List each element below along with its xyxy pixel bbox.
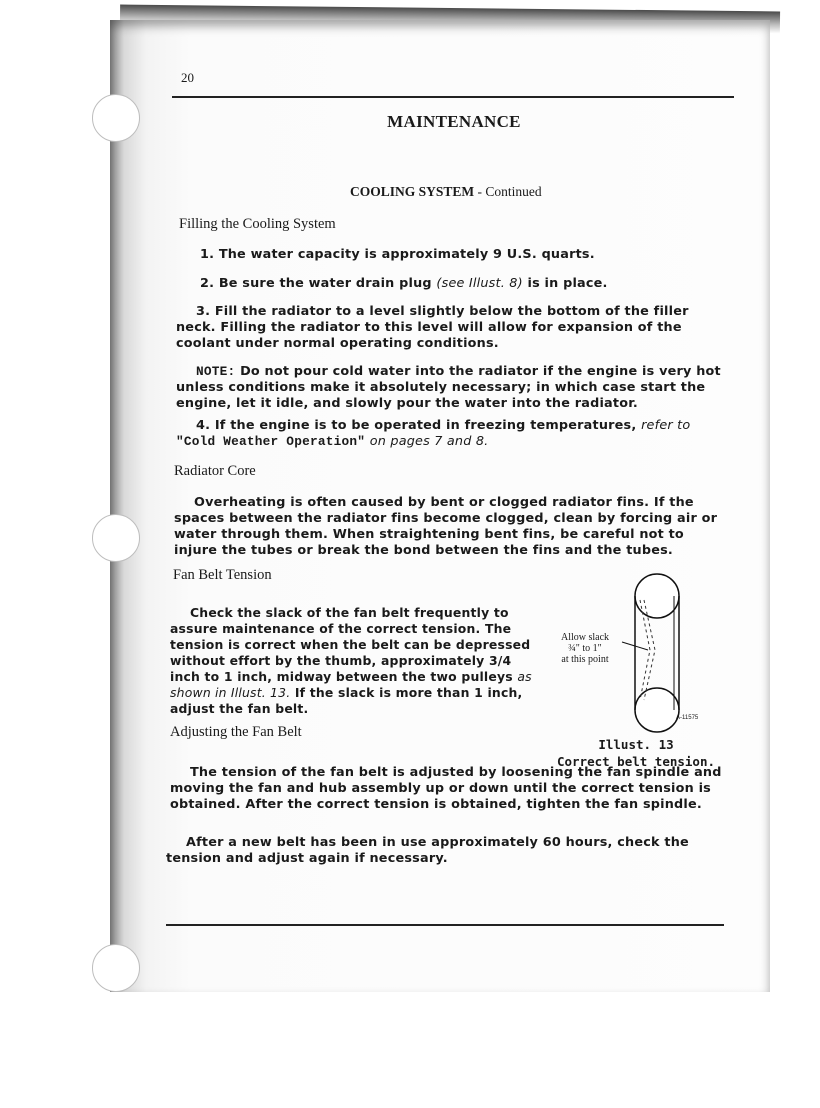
filling-note [176, 364, 728, 412]
section-subtitle-suffix: - Continued [477, 184, 542, 199]
section-subtitle-main: COOLING SYSTEM [350, 184, 475, 199]
heading-fan-belt-tension: Fan Belt Tension [173, 567, 272, 583]
page-number: 20 [181, 70, 194, 85]
filling-item-3: 3. Fill the radiator to a level slightly below the bottom of the filler neck. Filling the radiator to this level will allow for expansion of the coolant under normal operating conditions. [176, 304, 689, 351]
fan-belt-tension-reference: as shown in Illust. 13. [170, 669, 532, 700]
punch-hole-middle [92, 514, 140, 562]
page-title: MAINTENANCE [387, 112, 521, 131]
figure-caption-number: Illust. 13 [598, 737, 674, 752]
figure-caption-description: Correct belt tension. [556, 754, 716, 769]
filling-item-4-section-ref: "Cold Weather Operation" [176, 434, 366, 449]
adjusting-text-2: After a new belt has been in use approximately 60 hours, check the tension and adjust again if necessary. [166, 835, 689, 866]
filling-item-2-text-a: 2. Be sure the water drain plug [200, 276, 432, 291]
punch-hole-bottom [92, 944, 140, 992]
figure-label-line-1: Allow slack [560, 632, 610, 643]
filling-item-2-reference: (see Illust. 8) [436, 276, 523, 291]
note-label: NOTE: [196, 364, 236, 379]
figure-label-line-2: ¾" to 1" [568, 643, 602, 654]
radiator-core-text: Overheating is often caused by bent or clogged radiator fins. If the spaces between the radiator fins become clogged, clean by forcing air or water through them. When straightening bent fins, be careful not to injure the tubes or break the bond between the fins and the tubes. [174, 495, 718, 558]
fan-belt-tension-text-a: Check the slack of the fan belt frequently to assure maintenance of the correct tension. The tension is correct when the belt can be depressed without effort by the thumb, approximately 3/4 inch to 1 inch, midway between the two pulleys [170, 605, 531, 684]
figure-slack-label [548, 632, 622, 665]
filling-item-4 [176, 418, 728, 450]
lower-pulley [635, 688, 679, 732]
filling-item-2-text-b: is in place. [527, 276, 608, 291]
adjusting-text-1: The tension of the fan belt is adjusted by loosening the fan spindle and moving the fan and hub assembly up or down until the correct tension is obtained. After the correct tension is obtained, tighten the fan spindle. [170, 765, 722, 812]
fan-belt-tension-text [170, 605, 544, 717]
filling-item-4-refer: refer to [641, 418, 691, 433]
section-subtitle [350, 184, 542, 200]
filling-item-4-text-a: 4. If the engine is to be operated in freezing temperatures, [196, 418, 637, 433]
figure-label-line-3: at this point [561, 654, 609, 665]
heading-adjusting-fan-belt: Adjusting the Fan Belt [170, 724, 302, 740]
filling-item-4-pages: on pages 7 and 8. [369, 434, 489, 449]
filling-item-2 [200, 276, 740, 292]
filling-item-1: 1. The water capacity is approximately 9 U.S. quarts. [200, 247, 595, 262]
heading-filling: Filling the Cooling System [179, 216, 336, 232]
header-rule [172, 96, 734, 98]
footer-rule [166, 924, 724, 926]
figure-code: A-11575 [676, 715, 699, 721]
heading-radiator-core: Radiator Core [174, 463, 256, 479]
note-text: Do not pour cold water into the radiator if the engine is very hot unless conditions make it absolutely necessary; in which case start the engine, let it idle, and slowly pour the water into the radiator. [176, 364, 721, 411]
upper-pulley [635, 574, 679, 618]
fan-belt-tension-text-b: If the slack is more than 1 inch, adjust the fan belt. [170, 685, 523, 716]
